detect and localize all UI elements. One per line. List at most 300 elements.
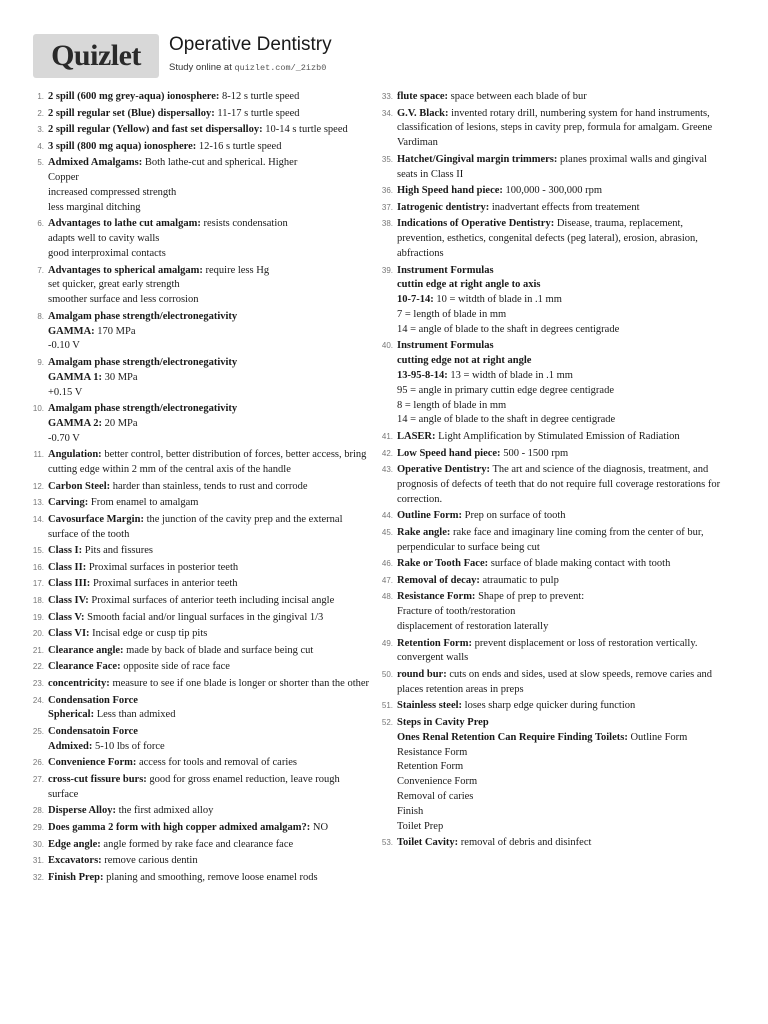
flashcard-entry: [382, 590, 722, 634]
entry-term: LASER:: [397, 430, 436, 442]
entry-definition: 10-14 s turtle speed: [262, 124, 348, 136]
flashcard-entry: [382, 463, 722, 507]
entry-number: 37.: [381, 202, 393, 212]
entry-term: Removal of decay:: [397, 574, 480, 586]
entry-term: Admixed Amalgams:: [48, 157, 143, 169]
page-title: Operative Dentistry: [169, 34, 332, 55]
entry-number: 1.: [37, 92, 44, 101]
entry-definition: the junction of the cavity prep and the external surface of the tooth: [48, 513, 343, 540]
entry-term: cross-cut fissure burs:: [48, 773, 147, 785]
entry-term: Rake angle:: [397, 526, 451, 538]
flashcard-entry: [382, 107, 722, 151]
entry-definition: better control, better distribution of forces, better access, bring cutting edge within 2 mm of the central axis of the handle: [48, 449, 367, 476]
flashcard-entry: [33, 694, 370, 724]
entry-number: 16.: [32, 562, 44, 572]
flashcard-entry: [33, 356, 370, 400]
entry-extra-line: less marginal ditching: [48, 201, 141, 213]
entry-first-line: [48, 217, 370, 232]
entry-number: 2.: [37, 108, 44, 118]
entry-extra-line: [48, 740, 370, 755]
entry-extra-line: increased compressed strength: [48, 186, 177, 198]
entry-first-line: [397, 339, 722, 354]
flashcard-entry: [382, 264, 722, 338]
entry-first-line: [48, 156, 370, 171]
entry-term: Operative Dentistry:: [397, 464, 491, 476]
entry-first-line: [48, 854, 370, 869]
entry-number: 5.: [37, 158, 44, 168]
flashcard-entry: [33, 854, 370, 869]
entry-extra-line: 14 = angle of blade to the shaft in degree centigrade: [397, 414, 616, 426]
entry-definition: 100,000 - 300,000 rpm: [502, 185, 603, 197]
entry-number: 3.: [37, 125, 44, 135]
entry-term: Iatrogenic dentistry:: [397, 201, 490, 213]
entry-extra-line: 95 = angle in primary cuttin edge degree centigrade: [397, 384, 614, 396]
entry-number: 11.: [33, 450, 44, 460]
entry-definition: harder than stainless, tends to rust and corrode: [110, 480, 308, 492]
entry-first-line: [397, 264, 722, 279]
entry-term: Toilet Cavity:: [397, 837, 459, 849]
flashcard-entry: [33, 156, 370, 215]
entry-number: 22.: [32, 662, 44, 672]
entry-term: Class VI:: [48, 628, 90, 640]
entry-definition: Prep on surface of tooth: [462, 510, 566, 522]
flashcard-entry: [33, 140, 370, 155]
line-value: 20 MPa: [101, 417, 138, 429]
entry-definition: Pits and fissures: [82, 545, 154, 557]
study-online-prefix: Study online at: [169, 62, 235, 73]
entry-term: 3 spill (800 mg aqua) ionosphere:: [48, 140, 197, 152]
entry-definition: good for gross enamel reduction, leave rough surface: [48, 773, 340, 800]
flashcard-entry: [382, 716, 722, 834]
line-value: 30 MPa: [101, 371, 138, 383]
entry-extra-line: good interproximal contacts: [48, 247, 166, 259]
entry-extra-line: adapts well to cavity walls: [48, 233, 160, 245]
entry-term: Condensatoin Force: [48, 726, 138, 737]
entry-number: 30.: [32, 839, 44, 849]
entry-first-line: [397, 184, 722, 199]
entry-definition: Proximal surfaces in anterior teeth: [90, 578, 238, 590]
entry-first-line: [397, 637, 722, 667]
entry-definition: NO: [310, 821, 329, 833]
flashcard-entry: [382, 637, 722, 667]
entry-number: 44.: [381, 511, 393, 521]
entry-number: 42.: [381, 448, 393, 458]
entry-first-line: [397, 90, 722, 105]
entry-term: Convenience Form:: [48, 757, 137, 769]
entry-number: 48.: [381, 592, 393, 602]
entry-number: 7.: [37, 265, 44, 275]
entry-number: 24.: [32, 695, 44, 705]
flashcard-entry: [382, 90, 722, 105]
entry-term: concentricity:: [48, 678, 110, 690]
entry-term: Finish Prep:: [48, 871, 104, 883]
flashcard-entry: [33, 611, 370, 626]
flashcard-entry: [33, 804, 370, 819]
entry-extra-line: Resistance Form: [397, 746, 468, 758]
entry-extra-line: smoother surface and less corrosion: [48, 294, 199, 306]
flashcard-entry: [33, 513, 370, 543]
flashcard-entry: [33, 123, 370, 138]
entry-first-line: [48, 356, 370, 371]
entry-term: High Speed hand piece:: [397, 185, 503, 197]
flashcard-entry: [382, 574, 722, 589]
entry-number: 43.: [381, 465, 393, 475]
entry-first-line: [48, 871, 370, 886]
line-label: Spherical:: [48, 709, 95, 721]
entry-first-line: [48, 140, 370, 155]
entry-number: 46.: [381, 559, 393, 569]
entry-definition: space between each blade of bur: [448, 91, 587, 102]
flashcard-entry: [33, 660, 370, 675]
entry-first-line: [397, 107, 722, 151]
entry-number: 15.: [32, 546, 44, 556]
entry-number: 4.: [37, 141, 44, 151]
flashcard-entry: [382, 557, 722, 572]
line-label: GAMMA:: [48, 325, 95, 337]
entry-first-line: [48, 402, 370, 417]
entry-number: 18.: [32, 596, 44, 606]
left-column: [33, 90, 370, 887]
entry-term: Amalgam phase strength/electronegativity: [48, 356, 238, 368]
entry-term: 2 spill regular (Yellow) and fast set dispersalloy:: [48, 124, 263, 136]
entry-first-line: [48, 694, 370, 709]
line-label: Admixed:: [48, 740, 93, 752]
line-value: 13 = width of blade in .1 mm: [447, 369, 573, 381]
entry-first-line: [397, 668, 722, 698]
entry-definition: From enamel to amalgam: [88, 497, 199, 509]
entry-number: 27.: [32, 774, 44, 784]
entry-extra-line: Retention Form: [397, 761, 464, 773]
entry-term: Angulation:: [48, 449, 102, 461]
entry-term: Disperse Alloy:: [48, 805, 116, 817]
entry-extra-line: cuttin edge at right angle to axis: [397, 279, 541, 291]
entry-definition: 12-16 s turtle speed: [196, 140, 282, 152]
entry-first-line: [48, 821, 370, 836]
study-online-line: [169, 62, 326, 73]
entry-definition: prevent displacement or loss of restoration vertically. convergent walls: [397, 637, 698, 664]
entry-extra-line: [397, 369, 722, 384]
entry-term: Does gamma 2 form with high copper admixed amalgam?:: [48, 821, 311, 833]
entry-extra-line: Toilet Prep: [397, 820, 444, 832]
line-value: Less than admixed: [94, 709, 176, 721]
entry-first-line: [48, 773, 370, 803]
entry-extra-line: Removal of caries: [397, 791, 474, 802]
entry-first-line: [48, 838, 370, 853]
entry-first-line: [397, 509, 722, 524]
flashcard-entry: [33, 773, 370, 803]
entry-number: 41.: [381, 431, 393, 441]
entry-definition: access for tools and removal of caries: [136, 757, 298, 769]
line-value: 170 MPa: [94, 325, 136, 337]
entry-first-line: [48, 513, 370, 543]
line-value: Outline Form: [627, 731, 688, 743]
entry-definition: the first admixed alloy: [115, 805, 214, 817]
entry-first-line: [397, 526, 722, 556]
entry-number: 39.: [381, 265, 393, 275]
entry-first-line: [397, 201, 722, 216]
entry-term: Clearance angle:: [48, 644, 124, 656]
entry-number: 6.: [37, 219, 44, 229]
flashcard-entry: [33, 627, 370, 642]
entry-first-line: [397, 447, 722, 462]
entry-number: 47.: [381, 575, 393, 585]
entry-number: 36.: [381, 186, 393, 196]
entry-number: 51.: [381, 701, 393, 711]
entry-definition: 11-17 s turtle speed: [214, 107, 300, 119]
entry-extra-line: [397, 731, 722, 746]
entry-number: 20.: [32, 629, 44, 639]
flashcard-entry: [33, 496, 370, 511]
flashcard-entry: [382, 339, 722, 428]
line-label: 10-7-14:: [397, 294, 434, 306]
entry-extra-line: -0.10 V: [48, 340, 80, 352]
entry-definition: require less Hg: [202, 264, 270, 276]
study-url: quizlet.com/_2izb0: [234, 63, 327, 73]
flashcard-entry: [33, 310, 370, 354]
flashcard-entry: [382, 430, 722, 445]
entry-number: 14.: [32, 514, 44, 524]
entry-definition: measure to see if one blade is longer or shorter than the other: [109, 678, 370, 690]
flashcard-entry: [33, 756, 370, 771]
entry-term: 2 spill regular set (Blue) dispersalloy:: [48, 107, 215, 119]
entry-extra-line: cutting edge not at right angle: [397, 355, 532, 367]
entry-number: 12.: [32, 481, 44, 491]
entry-first-line: [48, 448, 370, 478]
flashcard-entry: [33, 561, 370, 576]
entry-first-line: [48, 644, 370, 659]
flashcard-entry: [382, 699, 722, 714]
entry-number: 31.: [32, 856, 44, 866]
flashcard-entry: [382, 201, 722, 216]
entry-first-line: [48, 756, 370, 771]
entry-definition: Proximal surfaces of anterior teeth including incisal angle: [88, 595, 335, 607]
entry-definition: planing and smoothing, remove loose enamel rods: [103, 871, 318, 883]
entry-first-line: [397, 217, 722, 261]
entry-definition: removal of debris and disinfect: [458, 837, 592, 849]
entry-definition: Smooth facial and/or lingual surfaces in the gingival 1/3: [84, 611, 324, 623]
entry-term: Resistance Form:: [397, 591, 476, 603]
entry-term: Condensation Force: [48, 694, 138, 706]
line-label: Ones Renal Retention Can Require Finding Toilets:: [397, 731, 628, 743]
flashcard-entry: [33, 544, 370, 559]
flashcard-entry: [33, 217, 370, 261]
entry-term: Advantages to spherical amalgam:: [48, 264, 203, 276]
entry-first-line: [48, 90, 370, 105]
entry-number: 32.: [32, 872, 44, 882]
entry-number: 10.: [32, 404, 44, 414]
entry-extra-line: displacement of restoration laterally: [397, 621, 549, 633]
entry-extra-line: Copper: [48, 172, 79, 184]
entry-number: 45.: [381, 527, 393, 537]
entry-definition: inadvertant effects from treatement: [489, 201, 640, 213]
entry-term: Low Speed hand piece:: [397, 447, 501, 459]
flashcard-entry: [33, 107, 370, 122]
entry-extra-line: Fracture of tooth/restoration: [397, 606, 516, 618]
flashcard-entry: [33, 838, 370, 853]
flashcard-entry: [382, 526, 722, 556]
entry-extra-line: set quicker, great early strength: [48, 279, 180, 291]
entry-term: G.V. Black:: [397, 107, 449, 119]
entry-term: flute space:: [397, 91, 449, 102]
entry-first-line: [48, 480, 370, 495]
flashcard-entry: [382, 217, 722, 261]
entry-extra-line: Convenience Form: [397, 776, 478, 788]
entry-extra-line: 8 = length of blade in mm: [397, 399, 507, 411]
entry-number: 33.: [381, 92, 393, 101]
line-value: 10 = witdth of blade in .1 mm: [433, 294, 562, 306]
entry-term: Class I:: [48, 545, 83, 557]
entry-term: Steps in Cavity Prep: [397, 717, 489, 729]
entry-term: Excavators:: [48, 855, 102, 867]
entry-term: Instrument Formulas: [397, 264, 494, 276]
entry-definition: angle formed by rake face and clearance face: [100, 838, 294, 850]
flashcard-entry: [33, 90, 370, 105]
entry-first-line: [48, 577, 370, 592]
entry-term: Class III:: [48, 578, 91, 590]
entry-definition: made by back of blade and surface being cut: [123, 644, 314, 656]
entry-first-line: [397, 557, 722, 572]
entry-extra-line: 7 = length of blade in mm: [397, 308, 507, 320]
entry-first-line: [48, 544, 370, 559]
entry-definition: loses sharp edge quicker during function: [462, 700, 636, 712]
entry-term: Outline Form:: [397, 510, 463, 522]
entry-number: 50.: [381, 670, 393, 680]
entry-first-line: [48, 496, 370, 511]
entry-term: Instrument Formulas: [397, 340, 494, 352]
entry-extra-line: -0.70 V: [48, 432, 80, 444]
entry-number: 49.: [381, 638, 393, 648]
entry-definition: opposite side of race face: [120, 661, 230, 673]
entry-term: Stainless steel:: [397, 700, 463, 712]
entry-definition: Disease, trauma, replacement, prevention, esthetics, congenital defects (peg lateral), erosion, abrasion, abfractions: [397, 218, 698, 259]
entry-first-line: [397, 716, 722, 731]
flashcard-entry: [382, 509, 722, 524]
flashcard-entry: [33, 402, 370, 446]
entry-extra-line: [48, 371, 370, 386]
entry-first-line: [397, 153, 722, 183]
entry-number: 28.: [32, 806, 44, 816]
entry-number: 35.: [381, 154, 393, 164]
flashcard-entry: [33, 577, 370, 592]
entry-term: Rake or Tooth Face:: [397, 558, 489, 570]
entry-first-line: [48, 123, 370, 138]
entry-definition: Proximal surfaces in posterior teeth: [86, 561, 239, 573]
entry-definition: Both lathe-cut and spherical. Higher: [142, 157, 298, 169]
entry-first-line: [48, 310, 370, 325]
flashcard-entry: [33, 644, 370, 659]
flashcard-entry: [33, 264, 370, 308]
entry-definition: rake face and imaginary line coming from the center of bur, perpendicular to surface being cut: [397, 526, 704, 553]
entry-number: 34.: [381, 108, 393, 118]
flashcard-entry: [382, 184, 722, 199]
flashcard-entry: [382, 668, 722, 698]
flashcard-entry: [33, 871, 370, 886]
flashcard-entry: [382, 153, 722, 183]
entry-term: Advantages to lathe cut amalgam:: [48, 218, 201, 230]
entry-first-line: [48, 627, 370, 642]
line-label: GAMMA 1:: [48, 371, 102, 383]
entry-definition: The art and science of the diagnosis, treatment, and prognosis of defects of teeth that do not require full coverage restorations for correction.: [397, 464, 721, 505]
flashcard-entry: [382, 836, 722, 851]
entry-term: Class II:: [48, 561, 87, 573]
entry-term: Retention Form:: [397, 637, 472, 649]
entry-definition: cuts on ends and sides, used at slow speeds, remove caries and places retention areas in preps: [397, 669, 713, 695]
entry-extra-line: [48, 325, 370, 340]
entry-extra-line: [48, 417, 370, 432]
entry-number: 8.: [37, 311, 44, 321]
entry-first-line: [48, 677, 370, 692]
entry-first-line: [397, 836, 722, 851]
line-value: 5-10 lbs of force: [92, 740, 165, 752]
entry-number: 26.: [32, 758, 44, 768]
entry-term: Amalgam phase strength/electronegativity: [48, 310, 238, 322]
entry-extra-line: [397, 293, 722, 308]
entry-term: Carving:: [48, 497, 89, 509]
entry-term: Amalgam phase strength/electronegativity: [48, 403, 238, 415]
entry-number: 23.: [32, 679, 44, 689]
entry-definition: surface of blade making contact with tooth: [488, 558, 671, 570]
flashcard-entry: [33, 594, 370, 609]
entry-number: 13.: [32, 498, 44, 508]
entry-definition: Shape of prep to prevent:: [475, 591, 585, 603]
line-label: GAMMA 2:: [48, 417, 102, 429]
line-label: 13-95-8-14:: [397, 369, 448, 381]
logo-text: Quizlet: [51, 39, 141, 72]
entry-first-line: [48, 725, 370, 740]
right-column: [382, 90, 722, 853]
entry-first-line: [397, 574, 722, 589]
entry-first-line: [48, 611, 370, 626]
entry-term: Class V:: [48, 611, 85, 623]
entry-extra-line: Finish: [397, 805, 424, 817]
entry-number: 19.: [32, 612, 44, 622]
quizlet-logo: [33, 34, 159, 78]
entry-term: Carbon Steel:: [48, 480, 111, 492]
entry-first-line: [397, 430, 722, 445]
entry-first-line: [48, 107, 370, 122]
entry-definition: 8-12 s turtle speed: [219, 91, 300, 102]
flashcard-entry: [382, 447, 722, 462]
entry-definition: atraumatic to pulp: [479, 574, 559, 586]
entry-term: Class IV:: [48, 595, 89, 607]
entry-number: 38.: [381, 219, 393, 229]
flashcard-entry: [33, 677, 370, 692]
entry-first-line: [48, 264, 370, 279]
entry-number: 21.: [32, 645, 44, 655]
entry-definition: planes proximal walls and gingival seats in Class II: [397, 153, 707, 180]
entry-number: 9.: [37, 357, 44, 367]
entry-first-line: [397, 699, 722, 714]
entry-first-line: [48, 561, 370, 576]
entry-definition: Light Amplification by Stimulated Emission of Radiation: [435, 430, 680, 442]
entry-first-line: [397, 590, 722, 605]
entry-first-line: [397, 463, 722, 507]
entry-term: Hatchet/Gingival margin trimmers:: [397, 153, 558, 165]
entry-definition: invented rotary drill, numbering system for hand instruments, classification of lesions, steps in cavity prep, formula for amalgam. Greene Vardiman: [397, 107, 713, 149]
entry-number: 17.: [32, 579, 44, 589]
entry-number: 29.: [32, 822, 44, 832]
entry-first-line: [48, 594, 370, 609]
flashcard-entry: [33, 725, 370, 755]
entry-term: round bur:: [397, 669, 447, 681]
flashcard-entry: [33, 821, 370, 836]
entry-definition: 500 - 1500 rpm: [500, 447, 569, 459]
entry-definition: resists condensation: [200, 218, 288, 230]
entry-first-line: [48, 660, 370, 675]
entry-definition: remove carious dentin: [101, 855, 198, 867]
entry-extra-line: +0.15 V: [48, 386, 83, 398]
entry-first-line: [48, 804, 370, 819]
